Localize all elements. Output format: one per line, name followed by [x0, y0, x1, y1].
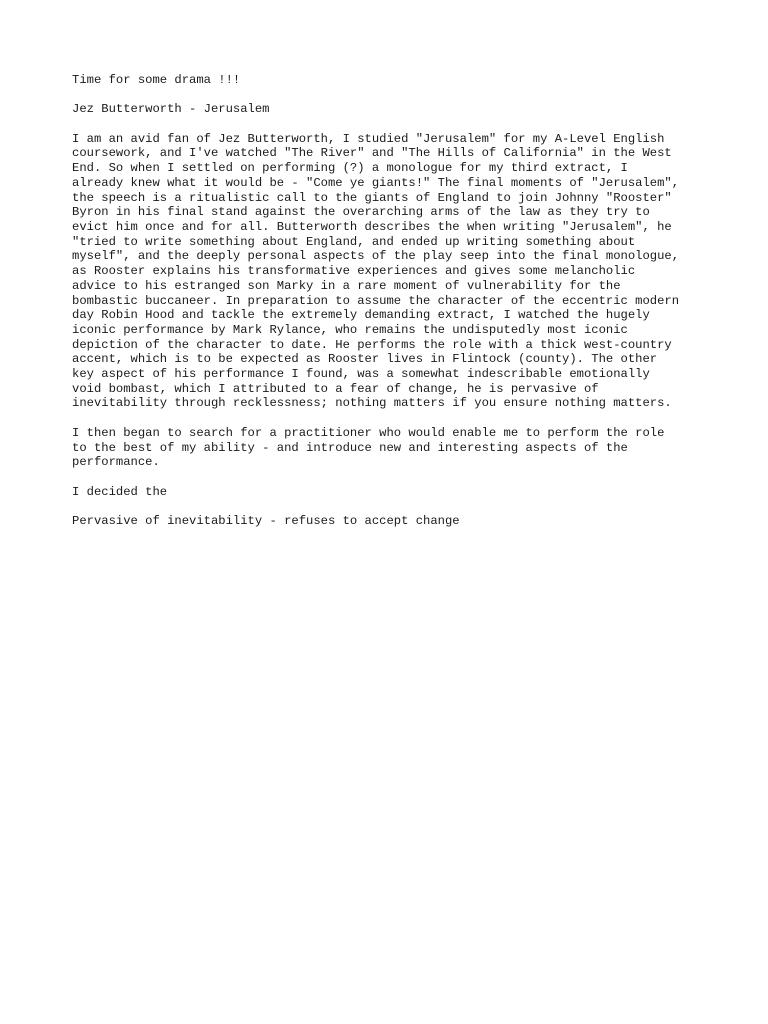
document-body — [72, 73, 712, 543]
note-pervasive: Pervasive of inevitability - refuses to accept change — [72, 514, 460, 529]
heading-drama: Time for some drama !!! — [72, 73, 241, 87]
paragraph-decision: I decided the — [72, 484, 168, 499]
paragraph-introduction: I am an avid fan of Jez Butterworth, I studied "Jerusalem" for my A-Level English coursework, and I've watched "The River" and "The Hills of California" in the West End. So when I settled on performing (?) a monologue for my third extract, I already knew what it would be - "Come ye giants!" The final moments of "Jerusalem", the speech is a ritualistic call to the giants of England to join Johnny "Rooster" Byron in his final stand against the overarching arms of the law as they try to evict him once and for all. Butterworth describes the when writing "Jerusalem", he "tried to write something about England, and ended up writing something about myself", and the deeply personal aspects of the play seep into the final monologue, as Rooster explains his transformative experiences and gives some melancholic advice to his estranged son Marky in a rare moment of vulnerability for the bombastic buccaneer. In preparation to assume the character of the eccentric modern day Robin Hood and tackle the extremely demanding extract, I watched the hugely iconic performance by Mark Rylance, who remains the undisputedly most iconic depiction of the character to date. He performs the role with a thick west-country accent, which is to be expected as Rooster lives in Flintock (county). The other key aspect of his performance I found, was a somewhat indescribable emotionally void bombast, which I attributed to a fear of change, he is pervasive of inevitability through recklessness; nothing matters if you ensure nothing matters. — [72, 131, 680, 411]
paragraph-practitioner: I then began to search for a practitioner who would enable me to perform the role to the best of my ability - and introduce new and interesting aspects of the performance. — [72, 425, 665, 470]
heading-play-title: Jez Butterworth - Jerusalem — [72, 102, 270, 117]
